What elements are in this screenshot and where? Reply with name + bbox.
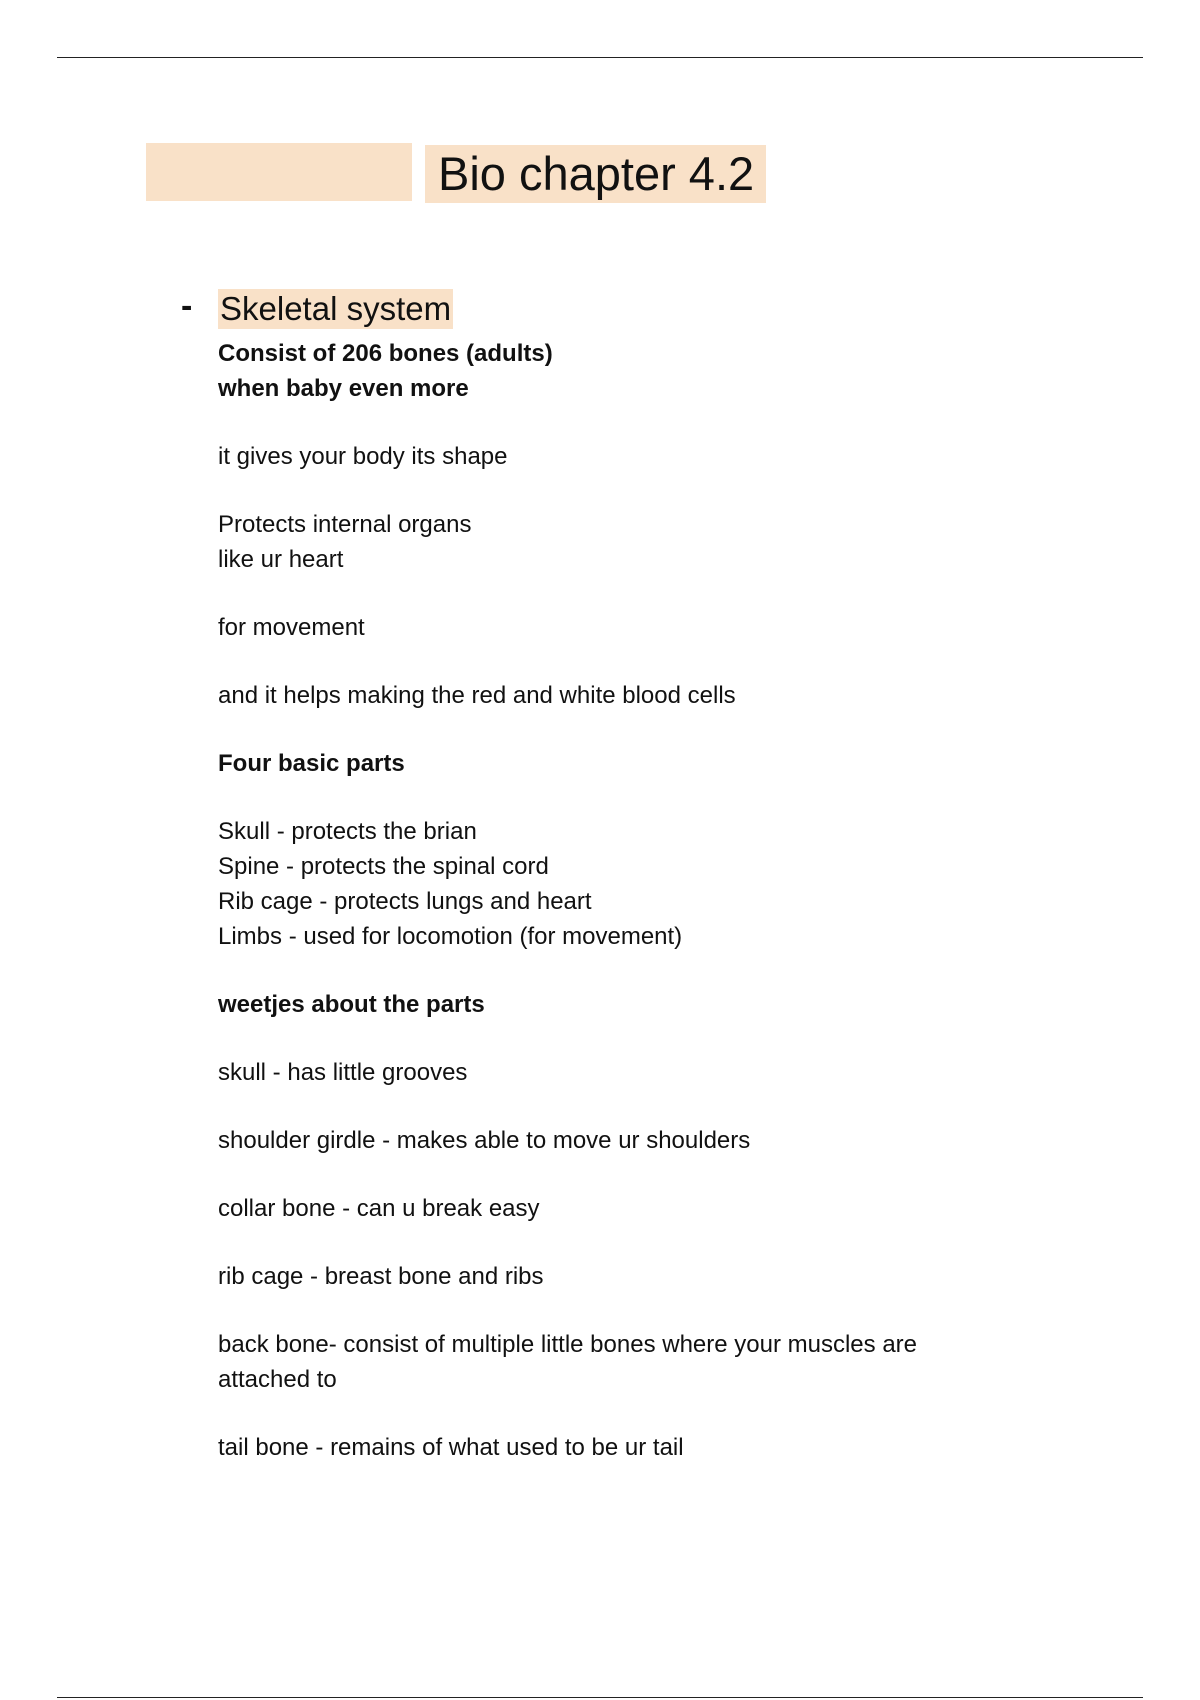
- note-line: attached to: [218, 1366, 337, 1393]
- note-line: when baby even more: [218, 375, 469, 402]
- note-line: for movement: [218, 614, 365, 641]
- note-line: collar bone - can u break easy: [218, 1195, 540, 1222]
- bullet-dash: -: [181, 287, 193, 325]
- note-line: it gives your body its shape: [218, 443, 508, 470]
- note-line: Protects internal organs: [218, 511, 472, 538]
- note-line: and it helps making the red and white blood cells: [218, 682, 736, 709]
- note-line: tail bone - remains of what used to be ur tail: [218, 1434, 684, 1461]
- note-line: Spine - protects the spinal cord: [218, 853, 549, 880]
- note-line: Consist of 206 bones (adults): [218, 340, 553, 367]
- subheading: weetjes about the parts: [218, 991, 485, 1018]
- note-line: Rib cage - protects lungs and heart: [218, 888, 592, 915]
- note-line: back bone- consist of multiple little bones where your muscles are: [218, 1331, 917, 1358]
- subheading: Four basic parts: [218, 750, 405, 777]
- note-line: Limbs - used for locomotion (for movement): [218, 923, 683, 950]
- bottom-divider: [57, 1697, 1143, 1698]
- section-heading: Skeletal system: [220, 290, 452, 327]
- note-line: like ur heart: [218, 546, 344, 573]
- note-line: Skull - protects the brian: [218, 818, 477, 845]
- title-highlight-block: [146, 143, 412, 201]
- top-divider: [57, 57, 1143, 58]
- note-line: rib cage - breast bone and ribs: [218, 1263, 544, 1290]
- note-line: shoulder girdle - makes able to move ur shoulders: [218, 1127, 751, 1154]
- notes-body: [218, 336, 1098, 1465]
- note-line: skull - has little grooves: [218, 1059, 468, 1086]
- page-title: Bio chapter 4.2: [425, 145, 766, 203]
